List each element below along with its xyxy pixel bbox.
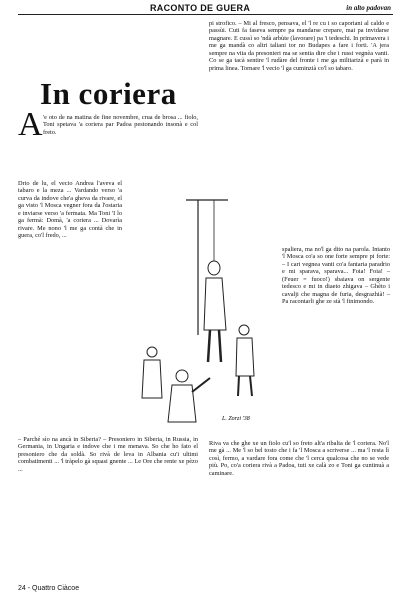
article-column-b1 xyxy=(209,20,389,72)
illustration-signature: L. Zorzi '38 xyxy=(222,416,250,422)
execution-illustration xyxy=(126,180,278,430)
article-column-b3 xyxy=(209,440,389,477)
article-text-b1: pi strofico. – Mi al fresco, pensava, el 'l re cu i so caporiani al caldo e passùi. Cuti fa faseva sempre pa mandarse crepare, mai pa invidarse magnare. E cussì so 'ndà arbùte (lavorare) pa 'i tedeschi. In primavera i me ga mandà co altri taliani tor no Budapes a fare i forti. 'A jera sempre na vita da presonieri ma se sentia dire che i russi vegnèa vanti. Co se ga tacà sentire 'l rudàre del fronte i me ga militarizà e parà in prima linea. Tornare 'l vecio 'l ga cuminzià co'l so tabaro. xyxy=(209,20,389,72)
page-footer: 24 - Quattro Ciàcoe xyxy=(18,585,80,592)
article-text-b3: Riva va che ghe xe un fiolo cu'l so freto alt'a ribalta de 'l coriera. No'l me gà ... Me 'l so bel tosto che i fa 'l Mosca a scriverse ... ma 'l resta lì così, fermo, a vardare fora come che 'l cerca qualcosa che no se vede più. Po, co'a coriera rivà a Padoa, tuti xe calà zo e Toni ga cuntinuà a caminare. xyxy=(209,440,389,477)
drop-cap: A xyxy=(18,106,43,143)
article-column-a2 xyxy=(18,180,122,240)
soldiers-group xyxy=(142,325,254,422)
header-rule xyxy=(18,14,393,15)
article-text-a3: – Parché sìo na ancà in Siberia? – Presoniero in Siberia, in Russia, in Germania, in Ungaria e indove che i me menava. So che ho fato el presoniero che da soldà. So rivà de leva in Albania cu'i ultimi combatimenti ... 'l tràpelo gà squasi gnente ... Le Ore che rente xe pèzo ... xyxy=(18,436,198,473)
article-column-a3 xyxy=(18,436,198,473)
article-text-b2: spaliera, ma no'l ga dito na parola. Intanto 'l Mosca co'a so one forte sempre pi forte: – I cari vegnea vanti co'a fantaria paradrio e mi sparava, sparava... Foia! Foia! – (Feuer = fuoco!) sbaiava on sergente tedesco e mi in diaeto zhigava – Ghèto i cavalji che magna de furia, desgrazhià! – Pa racontarli ghe ze stà 'l finimondo. xyxy=(282,246,390,306)
section-tag: in alto padovan xyxy=(346,4,391,12)
article-title: In coriera xyxy=(40,76,177,111)
article-column-a1 xyxy=(43,114,198,136)
article-text-a2: Drio de lu, el vecio Andrea l'aveva el tabaro e la meza ... Vardando verso 'a curva da indove che'a gheva da rivare, el ga visto 'l Mosca vegner fora da l'ostaria e inviarse verso 'a fermata. Ma Toni 'I lo ga fermà: Domà, 'a coriera ... Dovarìa rivare. Me nono 'l me ga contà che in guera, co'l fredo, ... xyxy=(18,180,122,240)
section-heading: RACONTO DE GUERA xyxy=(150,3,251,13)
article-text-a1: 'e oto de na matina de fine novembre, crua de brosa ... fiolo, Toni spetava 'a coriera par Padoa pestonando insonà e col freto. xyxy=(43,114,198,136)
hanged-figure xyxy=(204,261,226,362)
article-column-b2 xyxy=(282,246,390,306)
